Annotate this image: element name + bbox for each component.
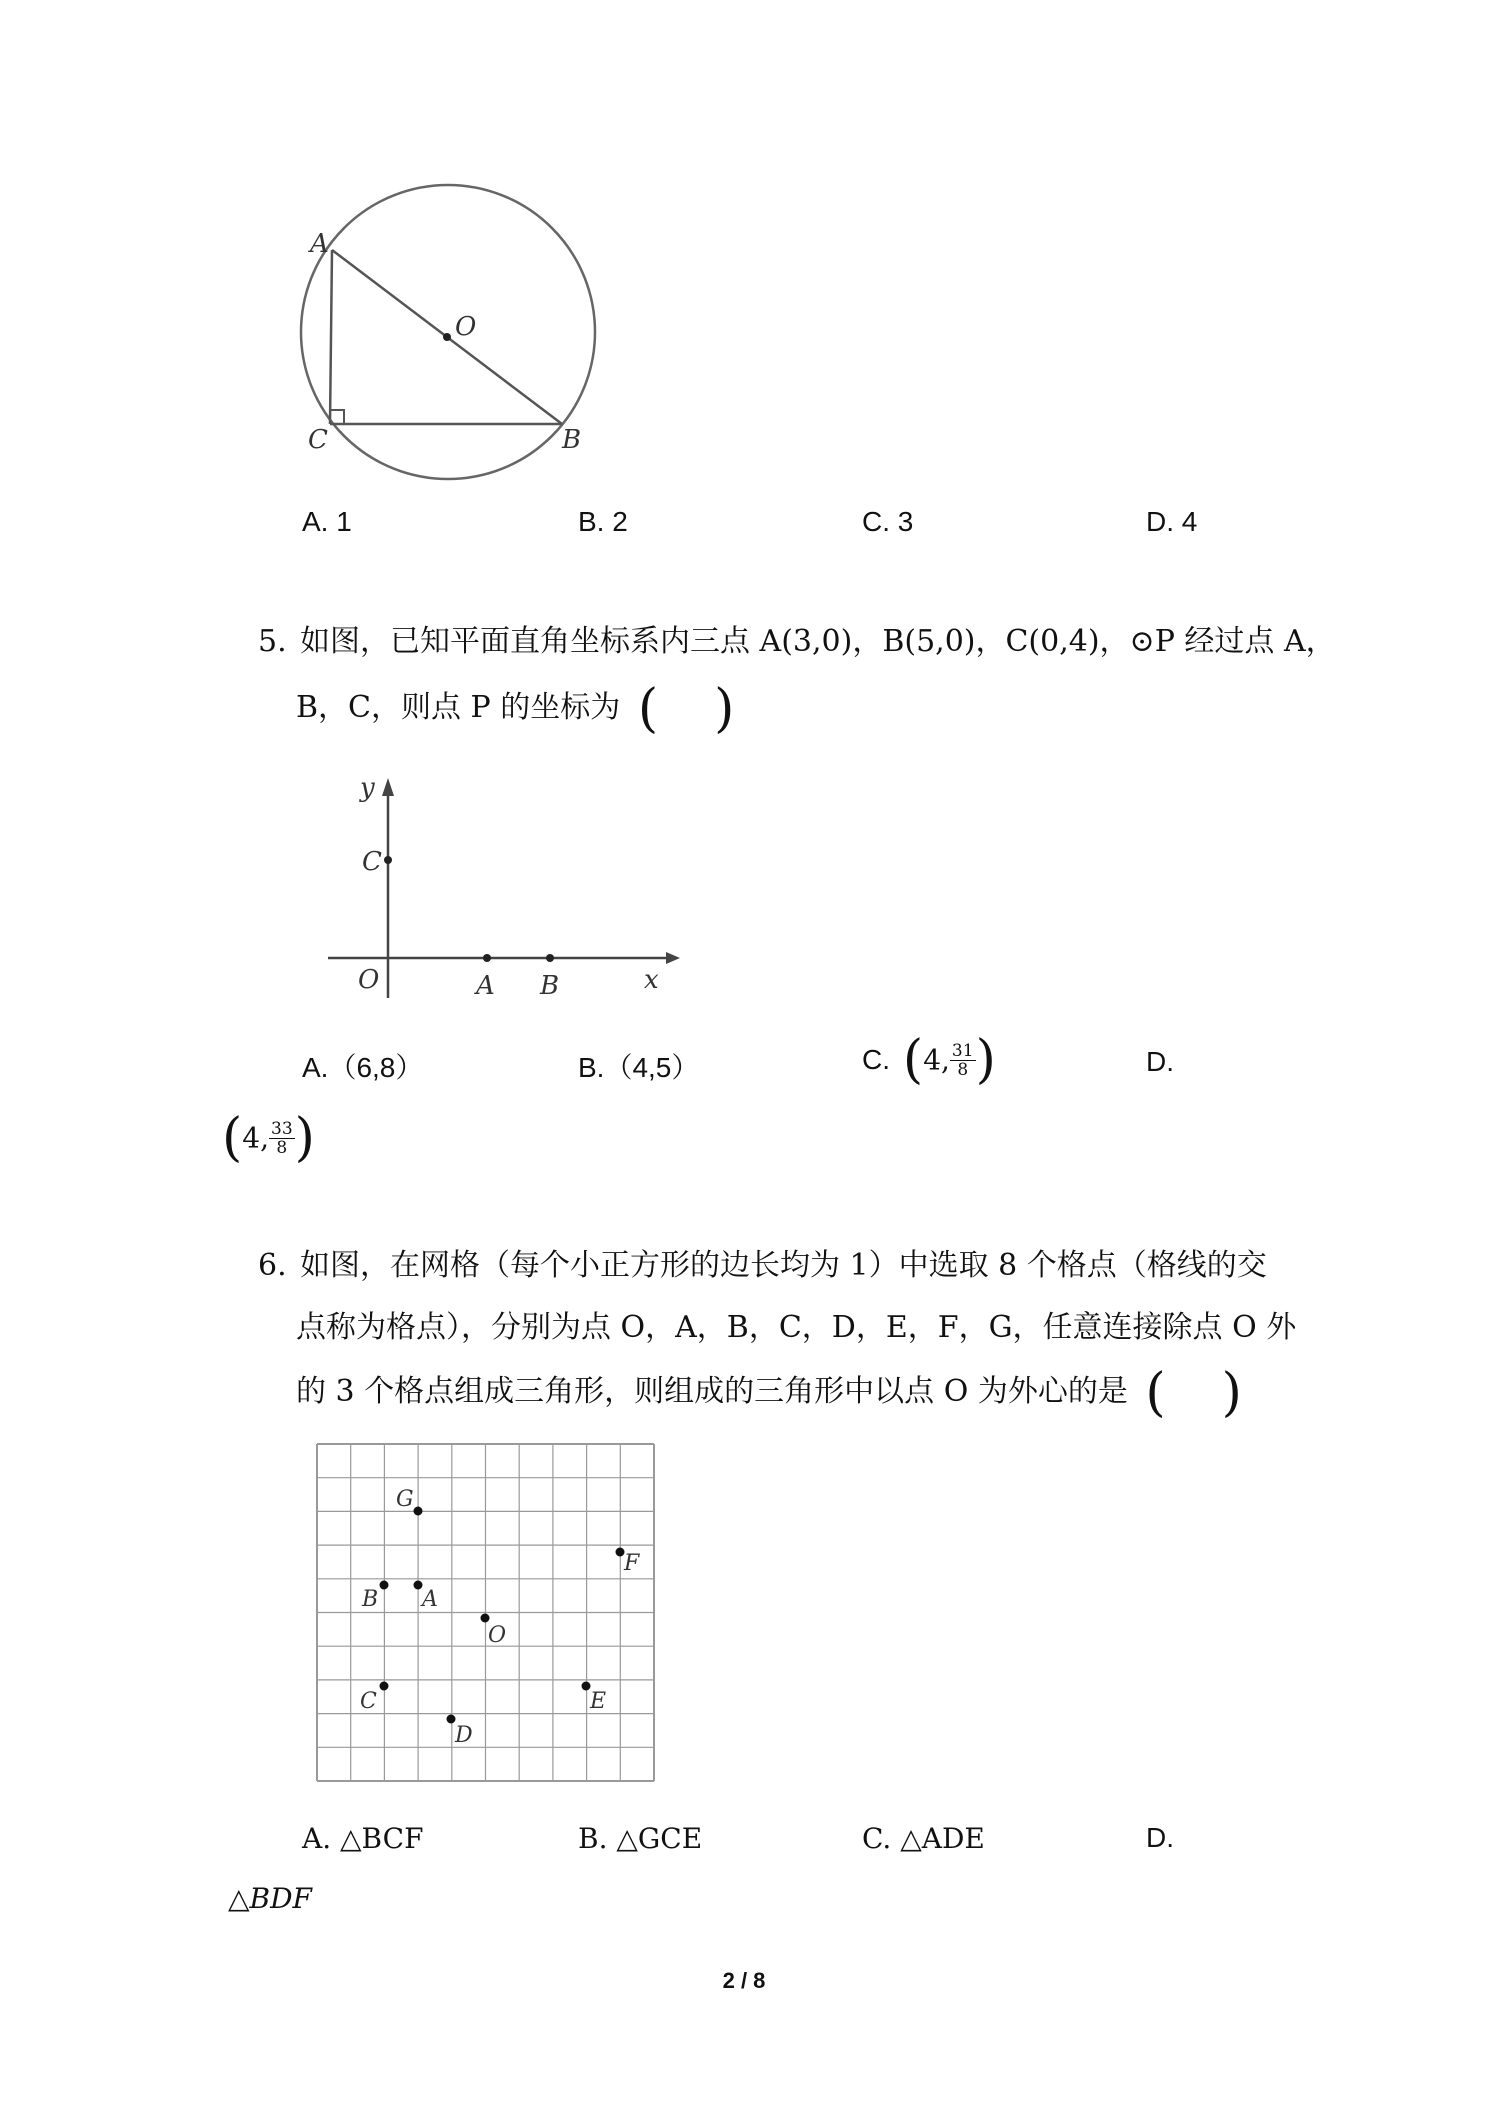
q6-grid-lines <box>317 1444 654 1781</box>
q5-coordinate-figure <box>320 770 680 1010</box>
q6-answer-open-paren: ( <box>1145 1363 1166 1423</box>
q5-option-c-prefix: C. <box>862 1044 890 1075</box>
q6-label-d: D <box>455 1723 473 1748</box>
q4-label-b: B <box>562 425 582 455</box>
q6-option-c: C. △ADE <box>862 1822 985 1855</box>
q5-option-d-open-paren: ( <box>222 1108 243 1168</box>
q4-option-c: C. 3 <box>862 506 914 537</box>
q5-text-line1: 如图，已知平面直角坐标系内三点 A(3,0)，B(5,0)，C(0,4)，⊙P 经过点 A， <box>300 624 1336 659</box>
q6-label-b: B <box>362 1587 379 1612</box>
q6-text-line3-body: 的 3 个格点组成三角形，则组成的三角形中以点 O 为外心的是 <box>296 1374 1128 1409</box>
q6-text-line3 <box>296 1363 1242 1423</box>
q5-option-c-open-paren: ( <box>902 1030 924 1090</box>
q5-answer-close-paren: ) <box>714 679 735 739</box>
q5-option-b: B.（4,5） <box>578 1052 700 1083</box>
q5-text-line2-body: B，C，则点 P 的坐标为 <box>296 690 621 725</box>
q6-option-d-prefix: D. <box>1146 1822 1174 1853</box>
q5-number: 5. <box>258 624 287 659</box>
page-number: 2 / 8 <box>722 1968 766 1993</box>
q4-option-a: A. 1 <box>302 506 352 537</box>
q6-label-c: C <box>360 1689 377 1714</box>
q5-label-c: C <box>362 847 382 877</box>
q5-option-d-numerator: 33 <box>271 1118 293 1139</box>
q5-option-d-int: 4, <box>242 1121 270 1155</box>
q6-grid-figure <box>300 1440 670 1810</box>
q6-label-a: A <box>422 1587 438 1612</box>
q4-option-d: D. 4 <box>1146 506 1198 537</box>
q6-label-e: E <box>590 1689 607 1714</box>
q6-option-d-value: △BDF <box>228 1882 312 1915</box>
q5-option-c-int: 4, <box>923 1043 950 1077</box>
q5-label-a: A <box>476 971 495 1001</box>
q4-label-c: C <box>308 425 328 455</box>
q4-label-a: A <box>310 229 329 259</box>
q5-option-d-close-paren: ) <box>294 1108 315 1168</box>
q5-option-d-denominator: 8 <box>276 1137 288 1158</box>
q6-text-line1: 如图，在网格（每个小正方形的边长均为 1）中选取 8 个格点（格线的交 <box>300 1248 1267 1283</box>
q4-circle-figure <box>290 180 610 500</box>
q5-option-d-fraction <box>269 1120 295 1157</box>
q6-option-a: A. △BCF <box>302 1822 424 1855</box>
q6-answer-close-paren: ) <box>1221 1363 1242 1423</box>
q6-label-f: F <box>624 1551 640 1576</box>
q5-option-c-close-paren: ) <box>975 1030 996 1090</box>
q5-option-c-fraction <box>950 1042 976 1079</box>
q5-label-x: x <box>644 965 659 995</box>
q6-label-g: G <box>396 1487 414 1512</box>
q6-text-line2: 点称为格点），分别为点 O，A，B，C，D，E，F，G，任意连接除点 O 外 <box>296 1310 1297 1345</box>
q6-option-b: B. △GCE <box>578 1822 703 1855</box>
q5-answer-open-paren: ( <box>637 679 659 739</box>
q5-option-d-prefix: D. <box>1146 1046 1174 1077</box>
q5-label-y: y <box>360 773 375 803</box>
q5-label-b: B <box>540 971 560 1001</box>
q4-option-b: B. 2 <box>578 506 628 537</box>
q5-option-a: A.（6,8） <box>302 1052 424 1083</box>
q5-option-c-numerator: 31 <box>951 1040 974 1061</box>
q5-option-d-value <box>222 1108 315 1168</box>
q5-option-c-denominator: 8 <box>957 1059 969 1080</box>
q4-label-o: O <box>455 312 477 342</box>
q5-label-o: O <box>358 965 380 995</box>
q5-option-c <box>862 1030 996 1090</box>
q6-label-o: O <box>488 1623 507 1648</box>
q6-number: 6. <box>258 1248 287 1283</box>
q5-text-line2 <box>296 679 735 739</box>
